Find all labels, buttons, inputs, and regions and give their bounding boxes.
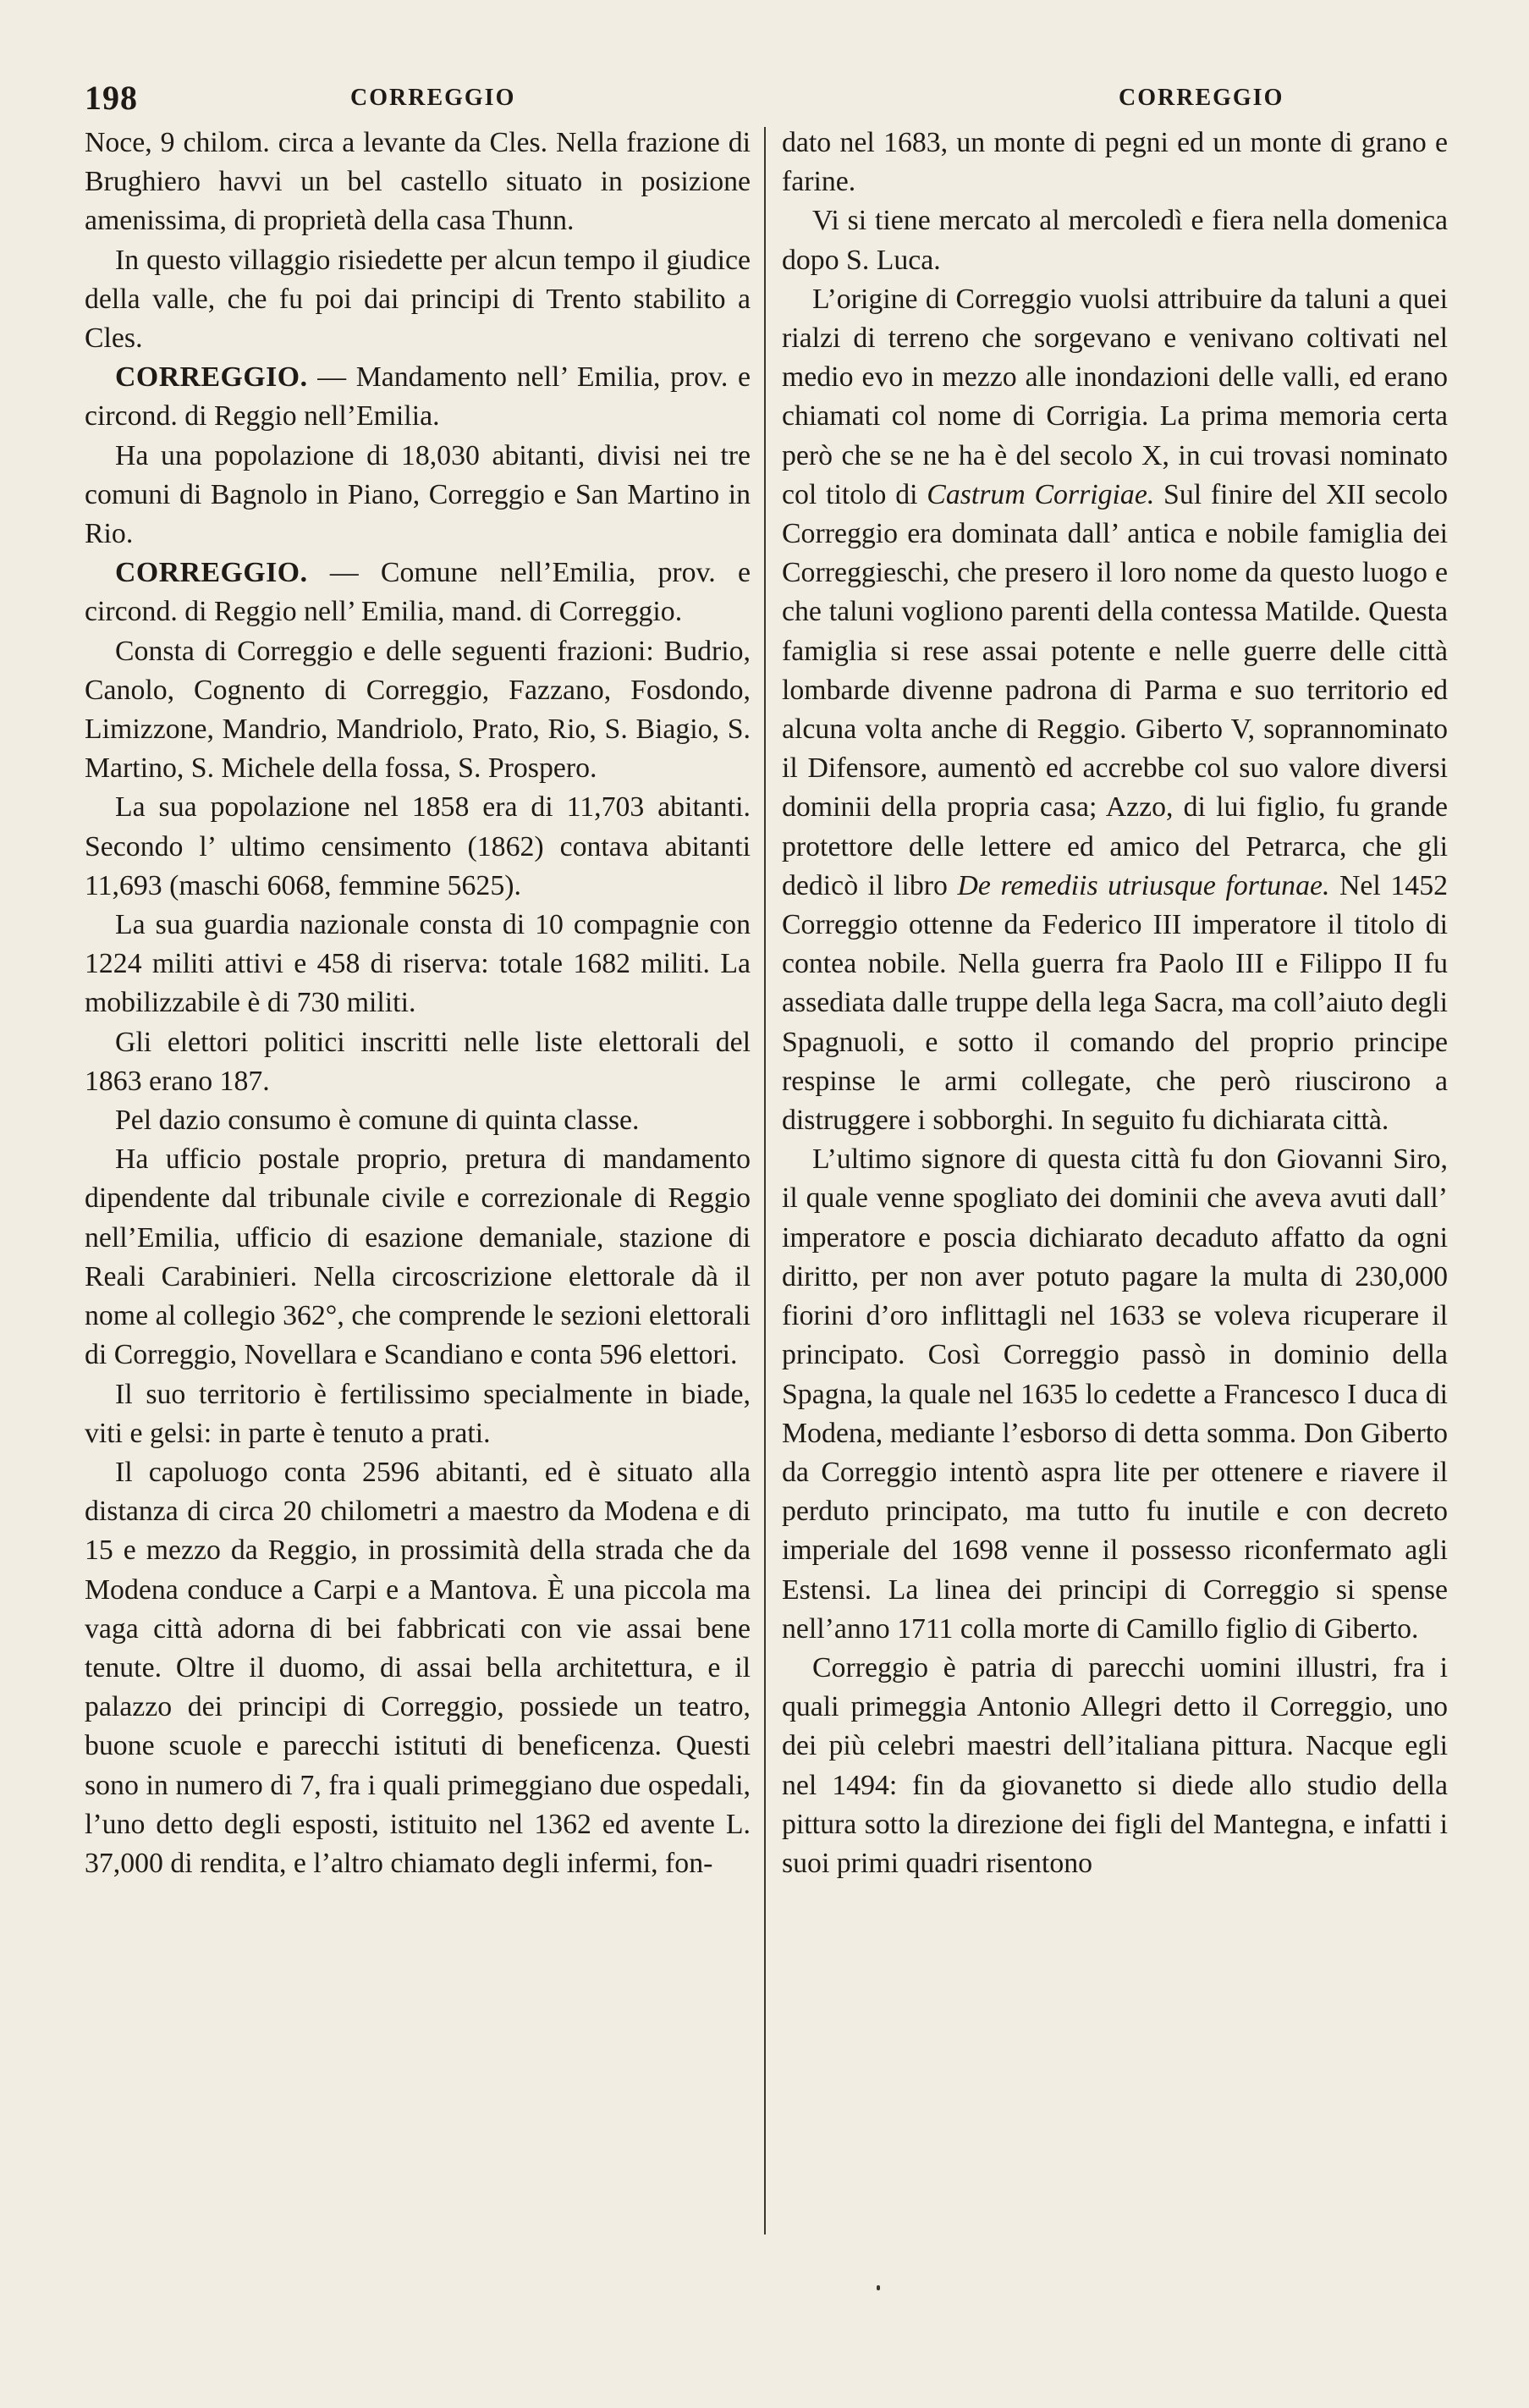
entry-heading: CORREGGIO. [115,557,308,589]
paragraph: L’origine di Correggio vuolsi attribuire da taluni a quei rialzi di terreno che sorgevano e venivano coltivati nel medio evo in mezzo alle inondazioni delle valli, ed erano chiamati col nome di Corrigia. La prima memoria certa però che se ne ha è del secolo X, in cui trovasi nominato col titolo di Castrum Corrigiae. Sul finire del XII secolo Correggio era dominata dall’ antica e nobile famiglia dei Correggieschi, che presero il loro nome da questo luogo e che taluni vogliono parenti della contessa Matilde. Questa famiglia si rese assai potente e nelle guerre delle città lombarde divenne padrona di Parma e suo territorio ed alcuna volta anche di Reggio. Giberto V, soprannominato il Difensore, aumentò ed accrebbe col suo valore diversi dominii della propria casa; Azzo, di lui figlio, fu grande protettore delle lettere ed amico del Petrarca, che gli dedicò il libro De remediis utriusque fortunae. Nel 1452 Correggio ottenne da Federico III imperatore il titolo di contea nobile. Nella guerra fra Paolo III e Filippo II fu assediata dalle truppe della lega Sacra, ma coll’aiuto degli Spagnuoli, e sotto il comando del proprio principe respinse le armi collegate, che però riuscirono a distruggere i sobborghi. In seguito fu dichiarata città. [782,283,1449,1137]
paragraph: Consta di Correggio e delle seguenti frazioni: Budrio, Canolo, Cognento di Correggio, Fazzano, Fosdondo, Limizzone, Mandrio, Mandriolo, Prato, Rio, S. Biagio, S. Martino, S. Michele della fossa, S. Prospero. [85,635,751,785]
paragraph: Gli elettori politici inscritti nelle liste elettorali del 1863 erano 187. [85,1026,751,1097]
entry-paragraph: CORREGGIO. — Comune nell’Emilia, prov. e circond. di Reggio nell’ Emilia, mand. di Correggio. [85,557,751,628]
page-header [81,78,1452,129]
paragraph: dato nel 1683, un monte di pegni ed un monte di grano e farine. [782,127,1448,198]
left-column [85,124,751,1883]
paragraph: Noce, 9 chilom. circa a levante da Cles. Nella frazione di Brughiero havvi un bel castello situato in posizione amenissima, di proprietà della casa Thunn. [85,127,751,237]
paragraph: Ha una popolazione di 18,030 abitanti, divisi nei tre comuni di Bagnolo in Piano, Correggio e San Martino in Rio. [85,439,751,550]
paragraph: Vi si tiene mercato al mercoledì e fiera nella domenica dopo S. Luca. [782,205,1448,276]
entry-paragraph: CORREGGIO. — Mandamento nell’ Emilia, prov. e circond. di Reggio nell’Emilia. [85,361,751,433]
print-speck [877,2285,880,2290]
paragraph: In questo villaggio risiedette per alcun tempo il giudice della valle, che fu poi dai principi di Trento stabilito a Cles. [85,244,751,355]
latin-title: Castrum Corrigiae. [927,478,1155,510]
entry-heading: CORREGGIO. [115,361,308,394]
running-head-right: CORREGGIO [1119,85,1284,111]
page-number: 198 [85,79,138,117]
running-head-left: CORREGGIO [350,85,516,111]
right-column [782,124,1448,1883]
paragraph: L’ultimo signore di questa città fu don Giovanni Siro, il quale venne spogliato dei dominii che aveva avuti dall’ imperatore e poscia dichiarato decaduto affatto da ogni diritto, per non aver potuto pagare la multa di 230,000 fiorini d’oro inflittagli nel 1633 se voleva ricuperare il principato. Così Correggio passò in dominio della Spagna, la quale nel 1635 lo cedette a Francesco I duca di Modena, mediante l’esborso di detta somma. Don Giberto da Correggio intentò aspra lite per ottenere e riavere il perduto principato, ma tutto fu inutile e con decreto imperiale del 1698 venne il possesso riconfermato agli Estensi. La linea dei principi di Correggio si spense nell’anno 1711 colla morte di Camillo figlio di Giberto. [782,1143,1448,1645]
paragraph: Il capoluogo conta 2596 abitanti, ed è situato alla distanza di circa 20 chilometri a maestro da Modena e di 15 e mezzo da Reggio, in prossimità della strada che da Modena conduce a Carpi e a Mantova. È una piccola ma vaga città adorna di bei fabbricati con vie assai bene tenute. Oltre il duomo, di assai bella architettura, e il palazzo dei principi di Correggio, possiede un teatro, buone scuole e parecchi istituti di beneficenza. Questi sono in numero di 7, fra i quali primeggiano due ospedali, l’uno detto degli esposti, istituito nel 1362 ed avente L. 37,000 di rendita, e l’altro chiamato degli infermi, fon- [85,1456,751,1879]
column-divider [764,127,766,2234]
paragraph: Ha ufficio postale proprio, pretura di mandamento dipendente dal tribunale civile e correzionale di Reggio nell’Emilia, ufficio di esazione demaniale, stazione di Reali Carabinieri. Nella circoscrizione elettorale dà il nome al collegio 362°, che comprende le sezioni elettorali di Correggio, Novellara e Scandiano e conta 596 elettori. [85,1143,751,1371]
paragraph: Pel dazio consumo è comune di quinta classe. [115,1105,640,1137]
paragraph: La sua popolazione nel 1858 era di 11,703 abitanti. Secondo l’ ultimo censimento (1862) contava abitanti 11,693 (maschi 6068, femmine 5625). [85,791,751,901]
paragraph: Il suo territorio è fertilissimo specialmente in biade, viti e gelsi: in parte è tenuto a prati. [85,1378,751,1449]
paragraph: Correggio è patria di parecchi uomini illustri, fra i quali primeggia Antonio Allegri detto il Correggio, uno dei più celebri maestri dell’italiana pittura. Nacque egli nel 1494: fin da giovanetto si diede allo studio della pittura sotto la direzione dei figli del Mantegna, e infatti i suoi primi quadri risentono [782,1651,1448,1879]
book-title: De remediis utriusque fortunae. [957,869,1330,901]
paragraph: La sua guardia nazionale consta di 10 compagnie con 1224 militi attivi e 458 di riserva: totale 1682 militi. La mobilizzabile è di 730 militi. [85,909,751,1019]
